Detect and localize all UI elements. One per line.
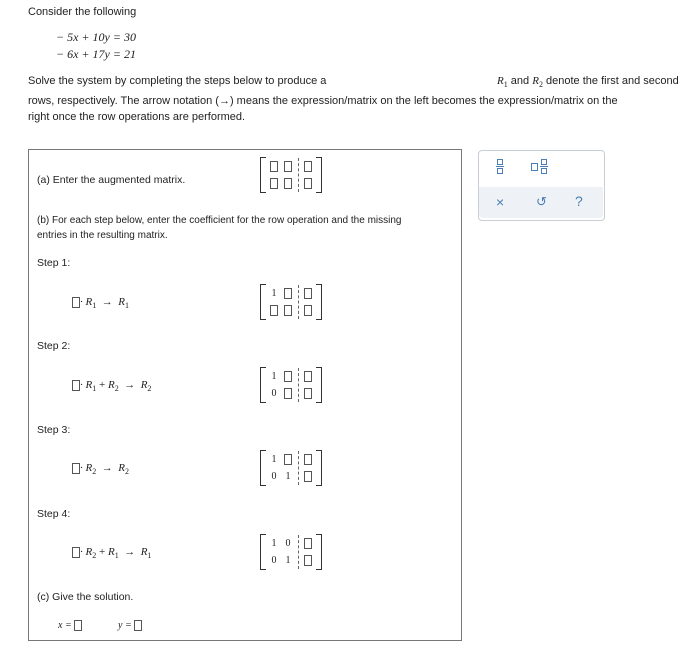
matrix-a-input-11[interactable] <box>270 161 278 172</box>
instructions-line-1-right <box>497 75 679 89</box>
step-4-input-13[interactable] <box>304 538 312 549</box>
matrix-a-input-23[interactable] <box>304 178 312 189</box>
step-2-coefficient-input[interactable] <box>72 380 80 391</box>
step-2-m11: 1 <box>271 371 277 382</box>
instructions-line-1-left: Solve the system by completing the steps below to produce a <box>28 75 327 87</box>
undo-icon[interactable]: ↺ <box>536 194 547 209</box>
equation-1: − 5x + 10y = 30 <box>56 30 136 44</box>
part-a-label: (a) Enter the augmented matrix. <box>37 174 186 186</box>
and-text: and <box>510 75 530 87</box>
step-4-label: Step 4: <box>37 508 71 520</box>
step-4-m22: 1 <box>285 555 291 566</box>
step-4-matrix <box>260 534 322 570</box>
step-3-input-12[interactable] <box>284 454 292 465</box>
step-4-input-23[interactable] <box>304 555 312 566</box>
augmented-matrix <box>260 157 322 193</box>
step-1-input-21[interactable] <box>270 305 278 316</box>
step-3-label: Step 3: <box>37 424 71 436</box>
step-3-input-13[interactable] <box>304 454 312 465</box>
matrix-a-input-12[interactable] <box>284 161 292 172</box>
solution-y: y = <box>118 620 142 631</box>
solution-x-input[interactable] <box>74 620 82 631</box>
step-3-matrix <box>260 450 322 486</box>
matrix-a-input-21[interactable] <box>270 178 278 189</box>
step-1-m11: 1 <box>271 288 277 299</box>
step-4-m12: 0 <box>285 538 291 549</box>
step-2-input-23[interactable] <box>304 388 312 399</box>
step-2-input-22[interactable] <box>284 388 292 399</box>
step-2-label: Step 2: <box>37 340 71 352</box>
step-3-coefficient-input[interactable] <box>72 463 80 474</box>
part-b-label-1: (b) For each step below, enter the coefficient for the row operation and the missing <box>37 215 402 226</box>
r2-symbol: $R_2$ <box>532 75 543 89</box>
solution-x: x = <box>58 620 82 631</box>
instructions-line-2: rows, respectively. The arrow notation (→) means the expression/matrix on the left becomes the expression/matrix on the <box>28 95 618 107</box>
r1-symbol: $R_1$ <box>497 75 508 89</box>
step-2-input-12[interactable] <box>284 371 292 382</box>
help-icon[interactable]: ? <box>575 193 583 209</box>
equation-2: − 6x + 17y = 21 <box>56 47 136 61</box>
step-1-input-23[interactable] <box>304 305 312 316</box>
mixed-number-icon[interactable] <box>531 159 548 174</box>
problem-intro: Consider the following <box>28 6 137 18</box>
step-4-m11: 1 <box>271 538 277 549</box>
step-2-operation: · $R_1 + R_2 \to R_2$ <box>72 379 151 393</box>
close-icon[interactable]: × <box>496 194 505 210</box>
step-3-m21: 0 <box>271 471 277 482</box>
step-1-operation: · $R_1 \to R_1$ <box>72 296 129 310</box>
step-3-input-23[interactable] <box>304 471 312 482</box>
part-c-label: (c) Give the solution. <box>37 591 134 603</box>
solution-y-input[interactable] <box>134 620 142 631</box>
step-4-m21: 0 <box>271 555 277 566</box>
step-1-input-22[interactable] <box>284 305 292 316</box>
matrix-a-input-13[interactable] <box>304 161 312 172</box>
instructions-line-3: right once the row operations are performed. <box>28 111 246 123</box>
step-1-matrix <box>260 284 322 320</box>
fraction-icon[interactable] <box>496 159 504 174</box>
matrix-a-input-22[interactable] <box>284 178 292 189</box>
step-2-input-13[interactable] <box>304 371 312 382</box>
step-4-operation: · $R_2 + R_1 \to R_1$ <box>72 546 151 560</box>
step-1-input-13[interactable] <box>304 288 312 299</box>
step-2-matrix <box>260 367 322 403</box>
step-1-coefficient-input[interactable] <box>72 297 80 308</box>
step-2-m21: 0 <box>271 388 277 399</box>
step-1-label: Step 1: <box>37 257 71 269</box>
step-3-m22: 1 <box>285 471 291 482</box>
instructions-tail: denote the first and second <box>546 75 679 87</box>
part-b-label-2: entries in the resulting matrix. <box>37 230 168 241</box>
step-4-coefficient-input[interactable] <box>72 547 80 558</box>
step-3-m11: 1 <box>271 454 277 465</box>
step-3-operation: · $R_2 \to R_2$ <box>72 462 129 476</box>
step-1-input-12[interactable] <box>284 288 292 299</box>
